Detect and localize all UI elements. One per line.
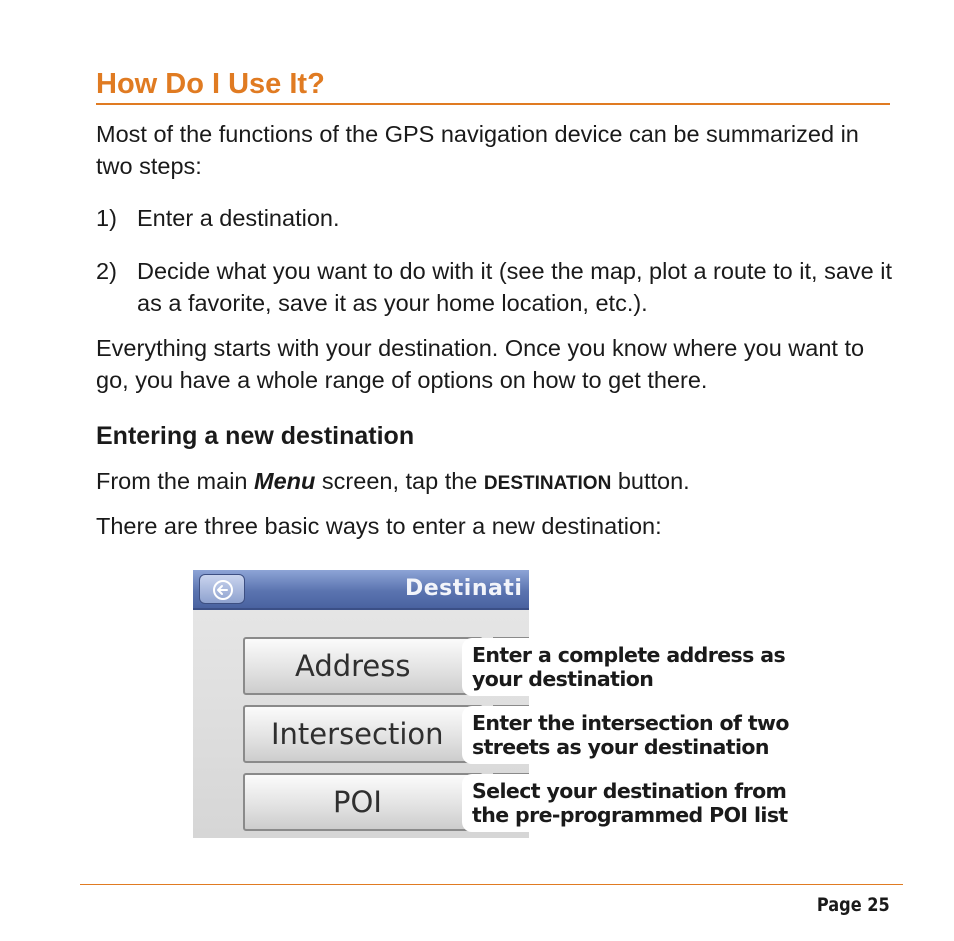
back-arrow-icon <box>212 579 234 601</box>
menu-term: Menu <box>254 468 316 494</box>
intro-paragraph: Most of the functions of the GPS navigation device can be summarized in two steps: <box>96 121 859 179</box>
step-number: 2) <box>96 258 117 284</box>
poi-button[interactable]: POI <box>243 773 483 831</box>
address-button[interactable]: Address <box>243 637 483 695</box>
destination-paragraph: Everything starts with your destination. Once you know where you want to go, you have a whole range of options on how to get there. <box>96 335 865 393</box>
page-title: How Do I Use It? <box>96 66 890 105</box>
instruction-paragraph <box>96 465 896 500</box>
instruction-text: button. <box>611 468 690 494</box>
footer-divider <box>80 884 903 885</box>
instruction-text: screen, tap the <box>315 468 484 494</box>
intersection-button[interactable]: Intersection <box>243 705 483 763</box>
instruction-text: From the main <box>96 468 255 494</box>
page-number: Page 25 <box>817 894 890 916</box>
step-text: Enter a destination. <box>137 205 340 231</box>
address-callout: Enter a complete address as your destination <box>462 638 792 696</box>
back-button[interactable] <box>199 574 245 604</box>
device-header <box>193 570 529 610</box>
intersection-callout: Enter the intersection of two streets as your destination <box>462 706 792 764</box>
step-number: 1) <box>96 205 117 231</box>
ways-paragraph: There are three basic ways to enter a new destination: <box>96 513 662 539</box>
device-header-title: Destinati <box>405 576 523 601</box>
destination-term: DESTINATION <box>483 473 612 494</box>
section-heading: Entering a new destination <box>96 422 415 450</box>
poi-callout: Select your destination from the pre-programmed POI list <box>462 774 792 832</box>
step-text: Decide what you want to do with it (see the map, plot a route to it, save it as a favorite, save it as your home location, etc.). <box>137 258 893 316</box>
